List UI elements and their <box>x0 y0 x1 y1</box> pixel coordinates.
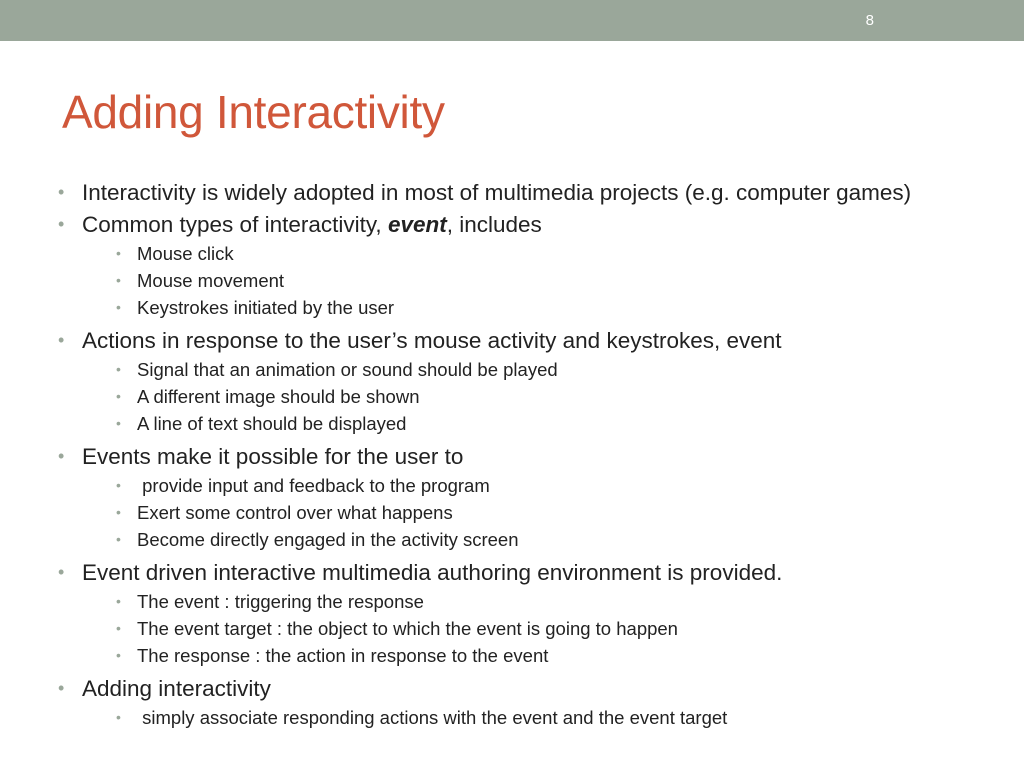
bullet-text: Event driven interactive multimedia authoring environment is provided. <box>82 560 783 585</box>
bullet-text: Interactivity is widely adopted in most of multimedia projects (e.g. computer games) <box>82 180 912 205</box>
bullet-item <box>58 212 958 321</box>
sub-bullet-icon: • <box>116 593 121 609</box>
slide-number: 8 <box>865 12 874 29</box>
sub-bullet-list <box>82 472 958 553</box>
bullet-text-prefix: Common types of interactivity, <box>82 212 388 237</box>
sub-bullet-item <box>82 526 958 553</box>
bullet-text: Actions in response to the user’s mouse activity and keystrokes, event <box>82 328 782 353</box>
sub-bullet-item <box>82 472 958 499</box>
bullet-icon: • <box>58 446 65 466</box>
bullet-icon: • <box>58 214 65 234</box>
sub-bullet-item <box>82 642 958 669</box>
bullet-list <box>58 180 958 731</box>
sub-bullet-item <box>82 383 958 410</box>
sub-bullet-icon: • <box>116 415 121 431</box>
bullet-icon: • <box>58 330 65 350</box>
bullet-item <box>58 328 958 437</box>
sub-bullet-text: Mouse movement <box>137 270 285 291</box>
bullet-icon: • <box>58 562 65 582</box>
slide-content <box>58 180 958 731</box>
bullet-text: Adding interactivity <box>82 676 271 701</box>
sub-bullet-text: The event target : the object to which the event is going to happen <box>137 618 678 639</box>
slide-title: Adding Interactivity <box>62 86 445 138</box>
sub-bullet-text: A line of text should be displayed <box>137 413 407 434</box>
sub-bullet-icon: • <box>116 504 121 520</box>
sub-bullet-text: The response : the action in response to the event <box>137 645 549 666</box>
sub-bullet-item <box>82 588 958 615</box>
sub-bullet-icon: • <box>116 531 121 547</box>
sub-bullet-text: Signal that an animation or sound should be played <box>137 359 558 380</box>
sub-bullet-item <box>82 499 958 526</box>
bullet-icon: • <box>58 678 65 698</box>
sub-bullet-item <box>82 267 958 294</box>
sub-bullet-text: Mouse click <box>137 243 234 264</box>
bullet-text: Events make it possible for the user to <box>82 444 464 469</box>
sub-bullet-text: Become directly engaged in the activity screen <box>137 529 519 550</box>
sub-bullet-icon: • <box>116 388 121 404</box>
sub-bullet-text: simply associate responding actions with the event and the event target <box>137 707 728 728</box>
sub-bullet-item <box>82 356 958 383</box>
sub-bullet-item <box>82 410 958 437</box>
sub-bullet-icon: • <box>116 647 121 663</box>
sub-bullet-list <box>82 240 958 321</box>
bullet-item <box>58 560 958 669</box>
bullet-item <box>58 676 958 731</box>
sub-bullet-list <box>82 704 958 731</box>
sub-bullet-icon: • <box>116 299 121 315</box>
sub-bullet-icon: • <box>116 361 121 377</box>
bullet-text-emphasis: event <box>387 212 447 237</box>
sub-bullet-list <box>82 588 958 669</box>
sub-bullet-item <box>82 240 958 267</box>
sub-bullet-text: The event : triggering the response <box>137 591 424 612</box>
bullet-item <box>58 180 958 205</box>
sub-bullet-icon: • <box>116 245 121 261</box>
bullet-item <box>58 444 958 553</box>
sub-bullet-text: A different image should be shown <box>137 386 420 407</box>
sub-bullet-list <box>82 356 958 437</box>
sub-bullet-item <box>82 615 958 642</box>
bullet-text-suffix: , includes <box>446 212 542 237</box>
sub-bullet-item <box>82 704 958 731</box>
sub-bullet-text: Keystrokes initiated by the user <box>137 297 395 318</box>
sub-bullet-item <box>82 294 958 321</box>
sub-bullet-icon: • <box>116 620 121 636</box>
sub-bullet-text: provide input and feedback to the program <box>137 475 490 496</box>
top-bar <box>0 0 1024 41</box>
bullet-text <box>82 212 542 237</box>
sub-bullet-icon: • <box>116 272 121 288</box>
sub-bullet-icon: • <box>116 477 121 493</box>
bullet-icon: • <box>58 182 65 202</box>
sub-bullet-icon: • <box>116 709 121 725</box>
sub-bullet-text: Exert some control over what happens <box>137 502 453 523</box>
